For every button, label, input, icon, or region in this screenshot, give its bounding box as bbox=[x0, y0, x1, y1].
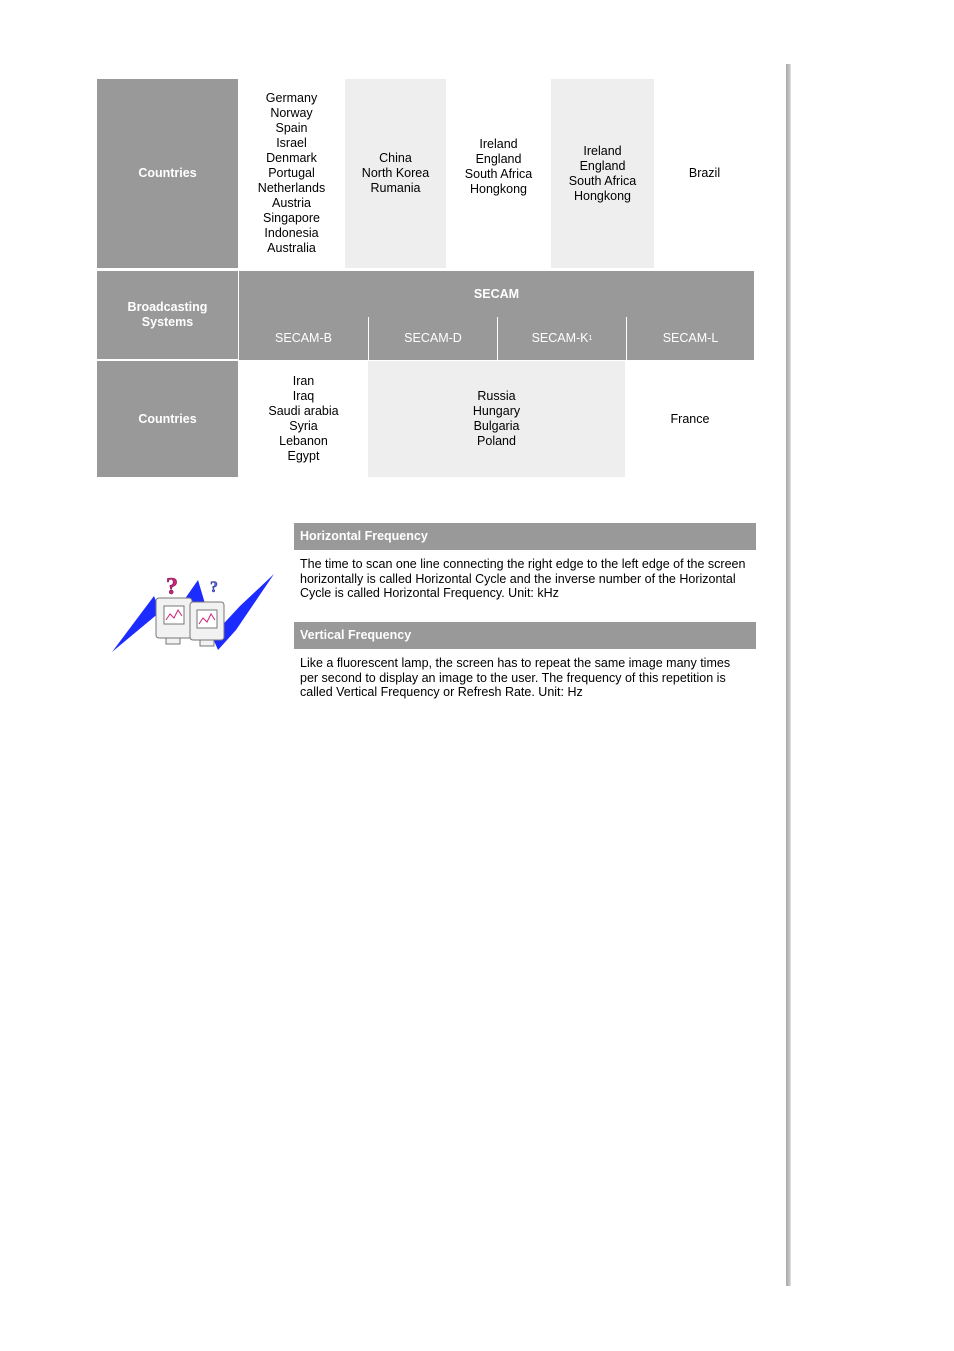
vertical-frequency-text: Like a fluorescent lamp, the screen has to repeat the same image many times per second to display an image to the user. The frequency of this repetition is called Vertical Frequency or Refresh Rate. Unit: Hz bbox=[300, 656, 731, 699]
country-list-col-4: Ireland England South Africa Hongkong bbox=[551, 79, 654, 268]
question-mark-icon: ? bbox=[166, 574, 178, 600]
vertical-frequency-title: Vertical Frequency bbox=[294, 622, 756, 649]
secam-dk-countries: Russia Hungary Bulgaria Poland bbox=[368, 361, 625, 477]
monitor-character-icon bbox=[156, 598, 224, 646]
country-list-col-2: China North Korea Rumania bbox=[345, 79, 446, 268]
horizontal-frequency-title: Horizontal Frequency bbox=[294, 523, 756, 550]
secam-b-header: SECAM-B bbox=[239, 317, 368, 360]
secam-l-countries: France bbox=[626, 361, 754, 477]
country-list-col-3: Ireland England South Africa Hongkong bbox=[447, 79, 550, 268]
countries-header-2: Countries bbox=[97, 361, 238, 477]
secam-l-header: SECAM-L bbox=[626, 317, 754, 360]
secam-b-countries: Iran Iraq Saudi arabia Syria Lebanon Egypt bbox=[239, 361, 368, 477]
country-list-col-1: Germany Norway Spain Israel Denmark Portugal Netherlands Austria Singapore Indonesia Australia bbox=[239, 79, 344, 268]
countries-header-1: Countries bbox=[97, 79, 238, 268]
question-mark-small-icon: ? bbox=[210, 579, 218, 596]
monitor-question-illustration bbox=[110, 568, 278, 658]
right-divider bbox=[786, 64, 791, 1286]
secam-header: SECAM bbox=[239, 271, 754, 317]
country-list-col-5: Brazil bbox=[655, 79, 754, 268]
secam-k1-header: SECAM-K 1 bbox=[497, 317, 626, 360]
broadcasting-systems-header: Broadcasting Systems bbox=[97, 271, 238, 359]
horizontal-frequency-text: The time to scan one line connecting the right edge to the left edge of the screen horizontally is called Horizontal Cycle and the inverse number of the Horizontal Cycle is called Horizontal Frequency. Unit: kHz bbox=[300, 557, 746, 600]
secam-d-header: SECAM-D bbox=[368, 317, 497, 360]
